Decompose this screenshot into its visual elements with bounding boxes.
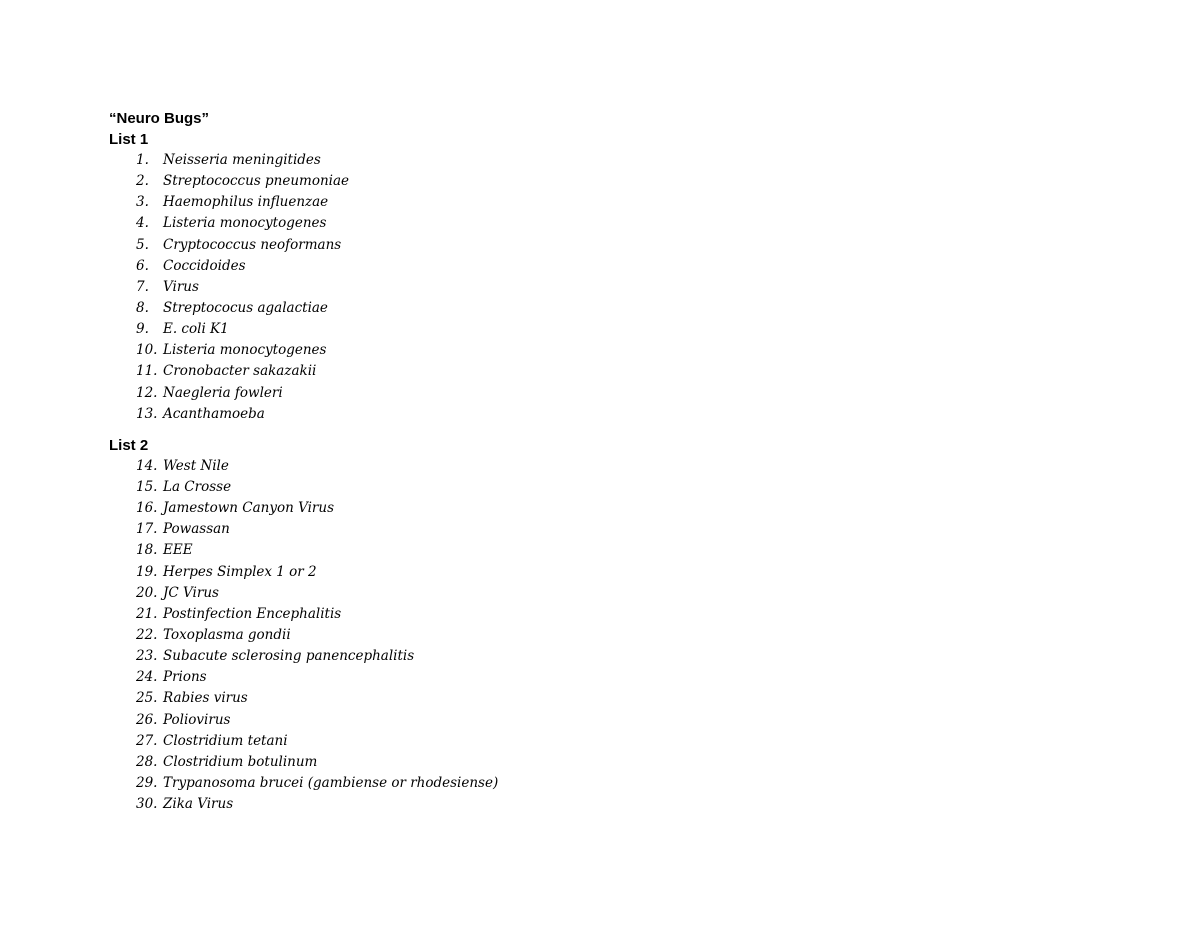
list-item-number: 7. [136,278,149,295]
list-1 [109,150,1009,425]
list-2 [109,456,1009,815]
list-item [109,340,1009,361]
list-item-number: 21. [136,605,158,622]
list-item-text: Listeria monocytogenes [163,342,327,359]
list-item [109,667,1009,688]
list-item [109,773,1009,794]
list-item-number: 26. [136,711,158,728]
list-item-number: 22. [136,626,158,643]
list-item [109,498,1009,519]
list-item-number: 13. [136,405,158,422]
list-item-number: 28. [136,753,158,770]
list-item [109,192,1009,213]
list-item-text: Streptococcus pneumoniae [163,173,350,190]
list-item-text: Poliovirus [163,711,231,728]
list-item-text: EEE [163,542,193,559]
list-item [109,213,1009,234]
list-item-number: 20. [136,584,158,601]
list-item-text: Virus [163,278,199,295]
list-item-number: 23. [136,648,158,665]
list-item [109,277,1009,298]
list-item-text: Cryptococcus neoformans [163,236,342,253]
list-item-text: Listeria monocytogenes [163,215,327,232]
list-item-text: Cronobacter sakazakii [163,363,317,380]
list-item-text: Toxoplasma gondii [163,626,291,643]
list-item-number: 25. [136,690,158,707]
list-item-text: Herpes Simplex 1 or 2 [163,563,317,580]
list-item [109,688,1009,709]
list-item [109,562,1009,583]
list-item [109,477,1009,498]
list-item-number: 14. [136,457,158,474]
list-item-text: Trypanosoma brucei (gambiense or rhodesiense) [163,774,499,791]
list-1-heading: List 1 [109,131,149,148]
document-body [109,108,1009,815]
list-item-text: Zika Virus [163,796,234,813]
list-item-text: Powassan [163,521,230,538]
list-item-text: Clostridium botulinum [163,753,318,770]
list-item-text: Rabies virus [163,690,248,707]
list-item-number: 6. [136,257,149,274]
list-item-text: Neisseria meningitides [163,152,321,168]
list-item [109,710,1009,731]
list-item-number: 18. [136,542,158,559]
list-item [109,256,1009,277]
list-item [109,646,1009,667]
list-item-text: Acanthamoeba [163,405,265,422]
list-item-number: 2. [136,173,149,190]
list-item-number: 27. [136,732,158,749]
list-item-number: 5. [136,236,149,253]
list-item-text: Coccidoides [163,257,246,274]
list-item [109,540,1009,561]
list-item-text: JC Virus [163,584,219,601]
list-item-number: 19. [136,563,158,580]
list-item-text: Streptococus agalactiae [163,299,328,316]
list-item [109,298,1009,319]
list-item [109,383,1009,404]
list-2-heading: List 2 [109,436,149,454]
list-item [109,150,1009,171]
list-item-text: Prions [163,669,207,686]
list-item-text: E. coli K1 [163,321,229,338]
list-item [109,583,1009,604]
list-item-text: Subacute sclerosing panencephalitis [163,648,415,665]
list-item [109,404,1009,425]
list-item-text: Postinfection Encephalitis [163,605,342,622]
list-item-number: 15. [136,478,158,495]
list-item-number: 4. [136,215,149,232]
list-item [109,456,1009,477]
list-item-number: 3. [136,194,149,211]
document-title: “Neuro Bugs” [109,110,210,127]
list-item-number: 9. [136,321,149,338]
list-item-text: Jamestown Canyon Virus [163,500,334,517]
list-item-text: Haemophilus influenzae [163,194,329,211]
list-item [109,319,1009,340]
list-item [109,752,1009,773]
list-item [109,361,1009,382]
list-item-number: 10. [136,342,158,359]
list-item-text: West Nile [163,457,229,474]
list-item-number: 8. [136,299,149,316]
list-item-number: 29. [136,774,158,791]
list-item [109,731,1009,752]
list-item-number: 24. [136,669,158,686]
list-item-number: 1. [136,152,149,168]
list-item-number: 12. [136,384,158,401]
list-item [109,171,1009,192]
list-item-number: 17. [136,521,158,538]
list-item-number: 11. [136,363,158,380]
list-item [109,794,1009,815]
list-item [109,519,1009,540]
list-item-text: Clostridium tetani [163,732,288,749]
list-item-number: 16. [136,500,158,517]
list-item [109,604,1009,625]
list-item-number: 30. [136,796,158,813]
list-item [109,235,1009,256]
list-item [109,625,1009,646]
list-item-text: Naegleria fowleri [163,384,283,401]
list-item-text: La Crosse [163,478,232,495]
